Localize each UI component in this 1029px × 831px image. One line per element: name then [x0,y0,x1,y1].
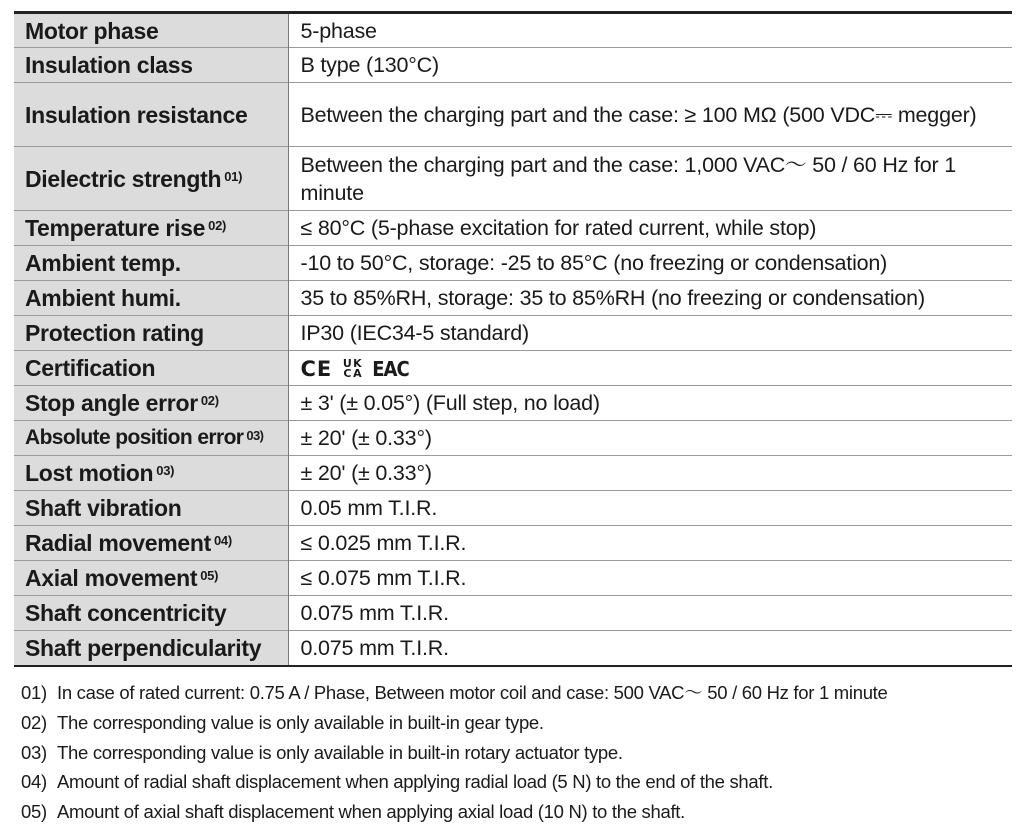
spec-value: ± 20' (± 0.33°) [288,456,1012,491]
spec-label: Temperature rise $^{02)}$ [14,211,288,246]
spec-row-temperature-rise [14,211,1012,246]
footnote-item [21,797,888,827]
footnote-ref: 03) [246,428,264,443]
footnote-item [21,738,888,768]
spec-label: Lost motion $^{03)}$ [14,456,288,491]
spec-value: 0.05 mm T.I.R. [288,491,1012,526]
spec-value: ± 3' (± 0.05°) (Full step, no load) [288,386,1012,421]
footnote-number: 01) [21,682,47,703]
footnote-number: 04) [21,771,47,793]
spec-label: Ambient temp. [14,246,288,281]
spec-label: Protection rating [14,316,288,351]
spec-label: Axial movement $^{05)}$ [14,561,288,596]
specification-table [14,11,1012,667]
footnote-item [21,678,888,708]
spec-value: ≤ 80°C (5-phase excitation for rated current, while stop) [288,211,1012,246]
spec-row-ambient-temp [14,246,1012,281]
spec-row-certification [14,351,1012,386]
spec-label: Shaft perpendicularity [14,631,288,666]
spec-value: 0.075 mm T.I.R. [288,596,1012,631]
spec-value: ± 20' (± 0.33°) [288,421,1012,456]
spec-value: ≤ 0.025 mm T.I.R. [288,526,1012,561]
spec-label: Absolute position error $^{03)}$ [14,421,288,456]
footnote-text: The corresponding value is only available in built-in gear type. [57,711,544,733]
spec-label: Insulation resistance [14,83,288,147]
spec-row-axial-movement [14,561,1012,596]
spec-row-radial-movement [14,526,1012,561]
spec-row-insulation-resistance [14,83,1012,147]
spec-value: IP30 (IEC34-5 standard) [288,316,1012,351]
footnote-ref: 02) [200,393,219,408]
spec-row-motor-phase [14,13,1012,48]
spec-value: 35 to 85%RH, storage: 35 to 85%RH (no freezing or condensation) [288,281,1012,316]
spec-value: 5-phase [288,13,1012,48]
footnote-text: Amount of axial shaft displacement when applying axial load (10 N) to the shaft. [57,801,685,823]
spec-value: Between the charging part and the case: 1,000 VAC～ 50 / 60 Hz for 1 minute [288,147,1012,211]
spec-row-absolute-position-error [14,421,1012,456]
footnote-number: 02) [21,711,47,733]
spec-label: Ambient humi. [14,281,288,316]
footnote-ref: 04) [213,533,232,548]
spec-value: ≤ 0.075 mm T.I.R. [288,561,1012,596]
spec-value: 0.075 mm T.I.R. [288,631,1012,666]
spec-label: Dielectric strength $^{01)}$ [14,147,288,211]
spec-label: Shaft concentricity [14,596,288,631]
spec-row-lost-motion [14,456,1012,491]
spec-row-shaft-vibration [14,491,1012,526]
certification-marks [301,355,409,383]
footnotes-list [21,678,888,827]
footnote-number: 03) [21,741,47,763]
spec-row-dielectric-strength [14,147,1012,211]
ukca-mark-icon: U K C A [342,356,362,380]
footnote-ref: 01) [224,168,243,184]
spec-label: Stop angle error $^{02)}$ [14,386,288,421]
spec-label: Radial movement $^{04)}$ [14,526,288,561]
footnote-ref: 03) [156,463,175,478]
spec-label: Insulation class [14,48,288,83]
eac-mark-icon: EAC [372,356,409,381]
spec-row-protection-rating [14,316,1012,351]
spec-row-ambient-humi [14,281,1012,316]
ce-mark-icon: CE [300,356,333,381]
footnote-item [21,767,888,797]
spec-value [288,351,1012,386]
spec-label: Motor phase [14,13,288,48]
footnote-text: In case of rated current: 0.75 A / Phase, Between motor coil and case: 500 VAC～ 50 / 60 Hz for 1 minute [57,682,888,703]
footnote-text: Amount of radial shaft displacement when applying radial load (5 N) to the end of the shaft. [57,771,773,793]
spec-value: B type (130°C) [288,48,1012,83]
footnote-text: The corresponding value is only available in built-in rotary actuator type. [57,741,623,763]
spec-row-stop-angle-error [14,386,1012,421]
footnote-ref: 05) [200,568,219,583]
footnote-item [21,708,888,738]
spec-value: -10 to 50°C, storage: -25 to 85°C (no freezing or condensation) [288,246,1012,281]
spec-row-insulation-class [14,48,1012,83]
spec-row-shaft-perpendicularity [14,631,1012,666]
footnote-ref: 02) [208,218,227,233]
spec-value: Between the charging part and the case: ≥ 100 MΩ (500 VDC⎓ megger) [288,83,1012,147]
footnote-number: 05) [21,801,47,823]
spec-label: Shaft vibration [14,491,288,526]
spec-label: Certification [14,351,288,386]
spec-row-shaft-concentricity [14,596,1012,631]
